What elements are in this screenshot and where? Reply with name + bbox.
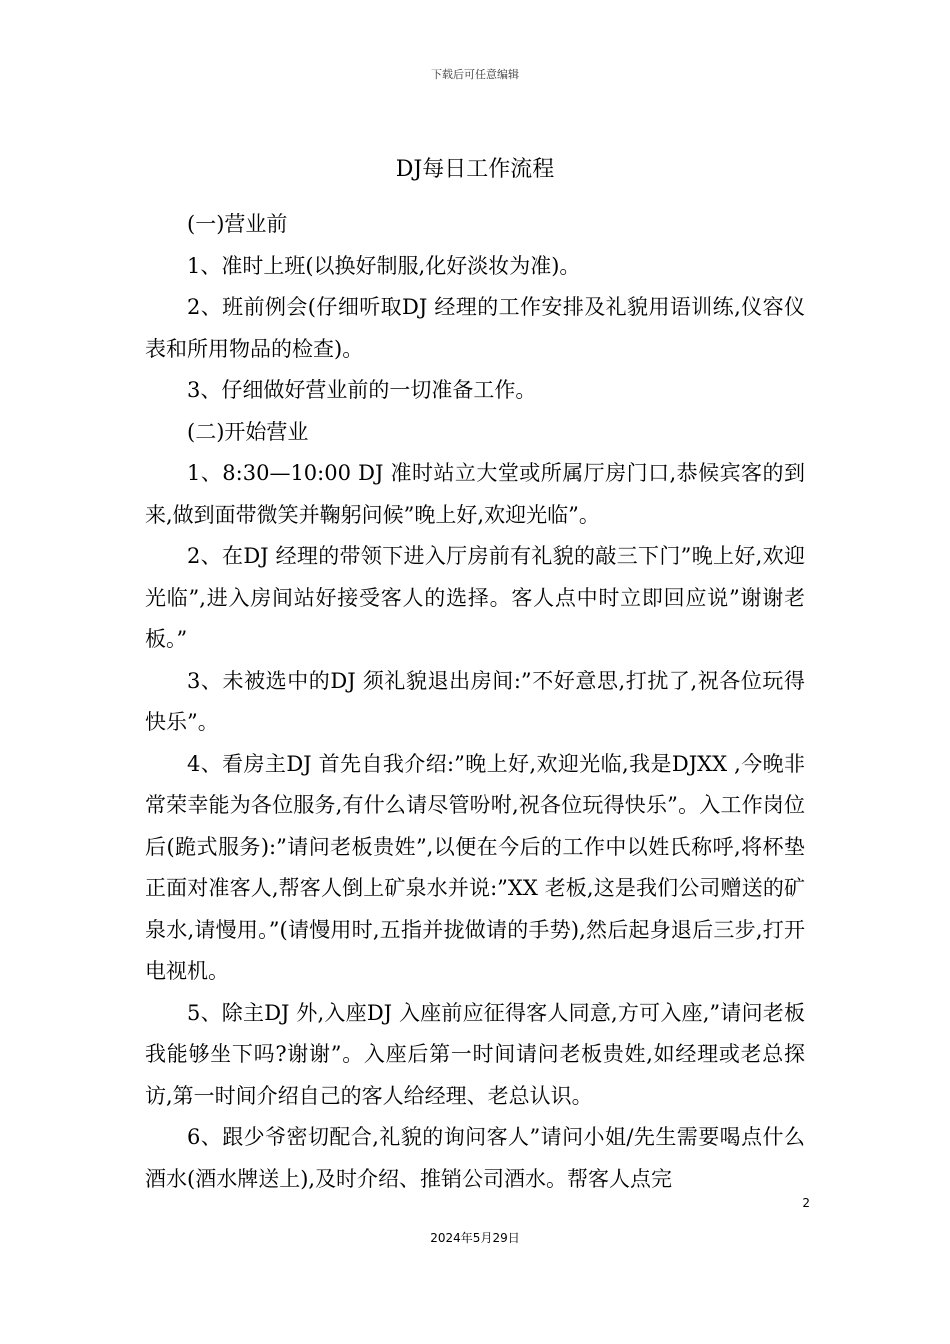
header-note: 下载后可任意编辑 [431,68,519,81]
section-heading-open-business: (二)开始营业 [187,419,309,444]
paragraph-8: 5、除主DJ 外,入座DJ 入座前应征得客人同意,方可入座,”请问老板我能够坐下吗?谢谢”。入座后第一时间请问老板贵姓,如经理或老总探访,第一时间介绍自己的客人给经理、老总认识。 [145,1000,805,1108]
footer-date: 2024年5月29日 [430,1231,520,1245]
paragraph-5: 2、在DJ 经理的带领下进入厅房前有礼貌的敲三下门”晚上好,欢迎光临”,进入房间站好接受客人的选择。客人点中时立即回应说”谢谢老板。” [145,544,805,651]
document-body [145,204,805,1200]
section-heading-before-business: (一)营业前 [187,212,288,236]
paragraph-2: 2、班前例会(仔细听取DJ 经理的工作安排及礼貌用语训练,仪容仪表和所用物品的检查)。 [145,295,805,361]
paragraph-1: 1、准时上班(以换好制服,化好淡妆为准)。 [187,253,581,278]
paragraph-3: 3、仔细做好营业前的一切准备工作。 [187,378,537,402]
page-number: 2 [802,1196,810,1210]
paragraph-9: 6、跟少爷密切配合,礼貌的询问客人”请问小姐/先生需要喝点什么酒水(酒水牌送上),及时介绍、推销公司酒水。帮客人点完 [145,1125,805,1191]
document-title: DJ每日工作流程 [395,157,555,182]
paragraph-7: 4、看房主DJ 首先自我介绍:”晚上好,欢迎光临,我是DJXX ,今晚非常荣幸能为各位服务,有什么请尽管吩咐,祝各位玩得快乐”。入工作岗位后(跪式服务):”请问老板贵姓”,以便在今后的工作中以姓氏称呼,将杯垫正面对准客人,帮客人倒上矿泉水并说:”XX 老板,这是我们公司赠送的矿泉水,请慢用。”(请慢用时,五指并拢做请的手势),然后起身退后三步,打开电视机。 [145,751,805,983]
paragraph-4: 1、8:30—10:00 DJ 准时站立大堂或所属厅房门口,恭候宾客的到来,做到面带微笑并鞠躬问候”晚上好,欢迎光临”。 [145,461,805,527]
paragraph-6: 3、未被选中的DJ 须礼貌退出房间:”不好意思,打扰了,祝各位玩得快乐”。 [145,668,805,734]
